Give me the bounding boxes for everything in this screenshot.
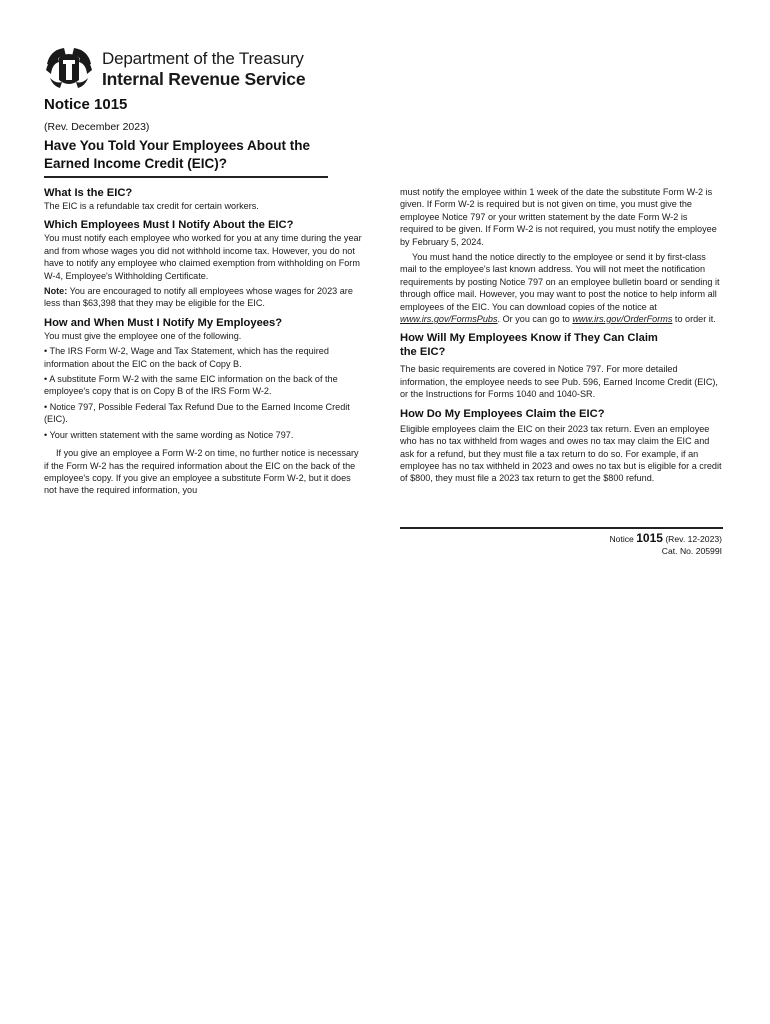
section-heading-how-when-notify: How and When Must I Notify My Employees?: [44, 316, 283, 329]
footer-revision: (Rev. 12-2023): [665, 534, 722, 544]
agency-name: Internal Revenue Service: [102, 69, 306, 89]
note-paragraph: [44, 285, 365, 310]
list-item: • A substitute Form W-2 with the same EIC information on the back of the employee's copy that is on Copy B of the IRS Form W-2.: [44, 374, 338, 397]
revision-date: (Rev. December 2023): [44, 121, 150, 133]
footer-catalog-number: Cat. No. 20599I: [661, 546, 722, 556]
list-item: • The IRS Form W-2, Wage and Tax Statement, which has the required information about the EIC on the back of Copy B.: [44, 346, 329, 369]
paragraph: You must notify each employee who worked for you at any time during the year and from whose wages you did not withhold income tax. However, you do not have to notify any employee who claimed exemption from withholding on Form W-4, Employee's Withholding Certificate.: [44, 233, 362, 281]
paragraph: Eligible employees claim the EIC on their 2023 tax return. Even an employee who has no tax withheld from wages and owes no tax may claim the EIC and ask for a refund, but they must file a tax return to do so. For example, if an employee has no tax withheld in 2023 and owes no tax but is eligible for a credit of $800, they must file a 2023 tax return to get the $800 refund.: [400, 423, 722, 484]
list-item: • Your written statement with the same wording as Notice 797.: [44, 429, 294, 440]
paragraph-text: to order it.: [672, 314, 716, 325]
section-heading-how-will-employees-know: How Will My Employees Know if They Can Claim the EIC?: [400, 332, 658, 359]
footer-divider: [400, 527, 723, 529]
title-divider: [44, 176, 328, 178]
note-label: Note:: [44, 286, 68, 297]
section-heading-what-is-eic: What Is the EIC?: [44, 187, 133, 199]
notice-number: Notice 1015: [44, 96, 128, 113]
footer-notice-label: Notice: [609, 534, 634, 544]
paragraph: must notify the employee within 1 week of the date the substitute Form W-2 is given. If Form W-2 is required but is not given on time, you must give the employee Notice 797 or your written statement by the date Form W-2 is required to be given. If Form W-2 is not required, you must notify the employee by February 5, 2024.: [400, 187, 717, 247]
paragraph: [400, 251, 722, 325]
paragraph: If you give an employee a Form W-2 on time, no further notice is necessary if the Form W-2 has the required information about the EIC on the back of the employee's copy. If you give an employee a substitute Form W-2, but it does not have the required information, you: [44, 448, 359, 496]
notice-title: Have You Told Your Employees About the Earned Income Credit (EIC)?: [44, 138, 311, 171]
footer-notice-number: 1015: [636, 531, 663, 545]
paragraph-text: . Or you can go to: [497, 314, 573, 325]
forms-pubs-link[interactable]: www.irs.gov/FormsPubs: [400, 314, 498, 325]
department-name: Department of the Treasury: [102, 49, 304, 68]
paragraph: The EIC is a refundable tax credit for certain workers.: [44, 201, 259, 211]
order-forms-link[interactable]: www.irs.gov/OrderForms: [572, 314, 673, 325]
irs-eagle-logo-icon: [44, 44, 94, 90]
footer-notice-line: [400, 531, 722, 545]
left-column: [44, 186, 365, 500]
right-column: [400, 186, 722, 488]
paragraph: You must give the employee one of the following.: [44, 330, 242, 341]
section-heading-which-employees: Which Employees Must I Notify About the EIC?: [44, 219, 294, 232]
paragraph: The basic requirements are covered in Notice 797. For more detailed information, the employee needs to see Pub. 596, Earned Income Credit (EIC), or the Instructions for Forms 1040 and 1040-SR.: [400, 364, 718, 400]
section-heading-how-claim-eic: How Do My Employees Claim the EIC?: [400, 407, 605, 420]
list-item: • Notice 797, Possible Federal Tax Refund Due to the Earned Income Credit (EIC).: [44, 401, 350, 425]
paragraph-text: You must hand the notice directly to the employee or send it by first-class mail to the employee's last known address. You will not meet the notification requirements by posting Notice 797 on an employee bulletin board or sending it through office mail. However, you may want to post the notice to help inform all employees of the EIC. You can download copies of the notice at: [400, 252, 720, 312]
note-text: You are encouraged to notify all employees whose wages for 2023 are less than $63,398 that they may be eligible for the EIC.: [44, 286, 353, 309]
